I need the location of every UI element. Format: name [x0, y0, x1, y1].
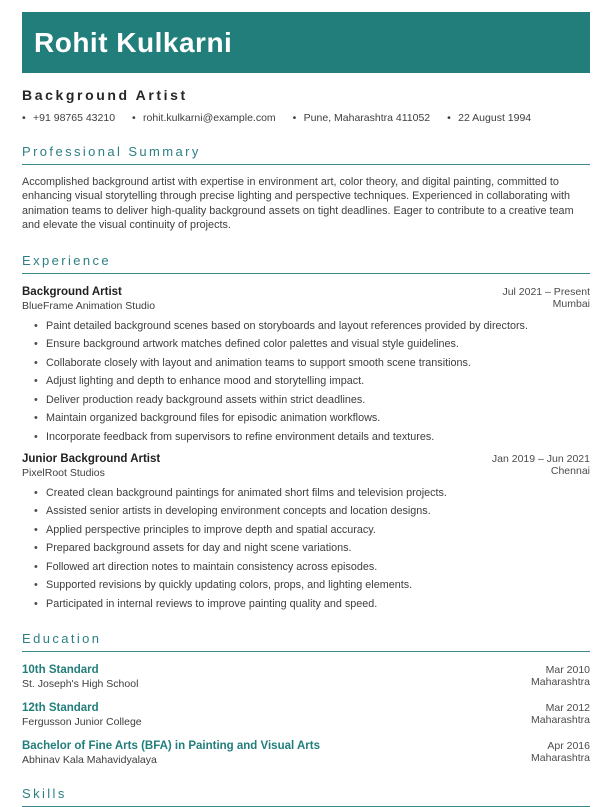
section-education [22, 631, 590, 766]
contact-email: • rohit.kulkarni@example.com [132, 112, 276, 124]
job-company: BlueFrame Animation Studio [22, 299, 156, 312]
job-bullet: • Incorporate feedback from supervisors to refine environment details and textures. [46, 431, 590, 444]
contact-address: • Pune, Maharashtra 411052 [293, 112, 430, 124]
person-name: Rohit Kulkarni [34, 26, 233, 58]
section-summary [22, 144, 590, 233]
job-bullet: • Assisted senior artists in developing environment concepts and location designs. [46, 505, 590, 518]
job-entry [22, 453, 590, 611]
education-degree: 10th Standard [22, 663, 99, 676]
education-region: Maharashtra [531, 713, 590, 726]
experience-heading: Experience [22, 253, 590, 274]
education-date: Mar 2010 [545, 663, 590, 676]
education-entry [22, 740, 590, 766]
education-degree: Bachelor of Fine Arts (BFA) in Painting and Visual Arts [22, 739, 320, 752]
job-location: Chennai [550, 464, 590, 477]
job-bullet: • Prepared background assets for day and night scene variations. [46, 542, 590, 555]
education-school: Fergusson Junior College [22, 715, 142, 728]
education-date: Apr 2016 [547, 739, 590, 752]
job-bullet: • Supported revisions by quickly updating colors, props, and lighting elements. [46, 579, 590, 592]
education-degree: 12th Standard [22, 701, 99, 714]
job-bullet: • Followed art direction notes to maintain consistency across episodes. [46, 561, 590, 574]
job-bullet: • Applied perspective principles to improve depth and spatial accuracy. [46, 524, 590, 537]
job-bullet-list [22, 487, 590, 611]
job-bullet: • Adjust lighting and depth to enhance mood and storytelling impact. [46, 375, 590, 388]
job-subheader-row [22, 465, 590, 479]
contact-row [22, 112, 590, 124]
job-bullet: • Participated in internal reviews to improve painting quality and speed. [46, 598, 590, 611]
job-location: Mumbai [552, 297, 590, 310]
summary-heading: Professional Summary [22, 144, 590, 165]
contact-phone: • +91 98765 43210 [22, 112, 115, 124]
job-bullet: • Maintain organized background files for episodic animation workflows. [46, 412, 590, 425]
job-header-row [22, 286, 590, 298]
job-title: Junior Background Artist [22, 452, 161, 465]
job-subheader-row [22, 298, 590, 312]
section-skills [22, 786, 590, 807]
skills-heading: Skills [22, 786, 590, 807]
education-school: St. Joseph's High School [22, 677, 139, 690]
education-heading: Education [22, 631, 590, 652]
job-company: PixelRoot Studios [22, 466, 105, 479]
education-region: Maharashtra [531, 675, 590, 688]
education-entry [22, 664, 590, 690]
education-region: Maharashtra [531, 751, 590, 764]
job-dates: Jul 2021 – Present [502, 285, 590, 298]
role-title: Background Artist [22, 87, 188, 103]
job-bullet: • Collaborate closely with layout and animation teams to support smooth scene transitions. [46, 357, 590, 370]
job-dates: Jan 2019 – Jun 2021 [491, 452, 590, 465]
education-date: Mar 2012 [545, 701, 590, 714]
summary-text: Accomplished background artist with expertise in environment art, color theory, and digital painting, committed to enhancing visual storytelling through precise lighting and perspective techniques. Experienced in collaborating with animation teams to deliver high-quality background assets on tight deadlines. Eager to contribute to a creative team and elevate the visual continuity of projects. [22, 176, 574, 232]
contact-birthdate: • 22 August 1994 [447, 112, 531, 124]
job-bullet: • Deliver production ready background assets within strict deadlines. [46, 394, 590, 407]
job-bullet: • Ensure background artwork matches defined color palettes and visual style guidelines. [46, 338, 590, 351]
job-header-row [22, 453, 590, 465]
education-entry [22, 702, 590, 728]
section-experience [22, 253, 590, 611]
job-entry [22, 286, 590, 444]
job-title: Background Artist [22, 285, 122, 298]
job-bullet-list [22, 320, 590, 444]
job-bullet: • Paint detailed background scenes based on storyboards and layout references provided by directors. [46, 320, 590, 333]
name-banner [22, 12, 590, 73]
education-school: Abhinav Kala Mahavidyalaya [22, 753, 157, 766]
job-bullet: • Created clean background paintings for animated short films and television projects. [46, 487, 590, 500]
